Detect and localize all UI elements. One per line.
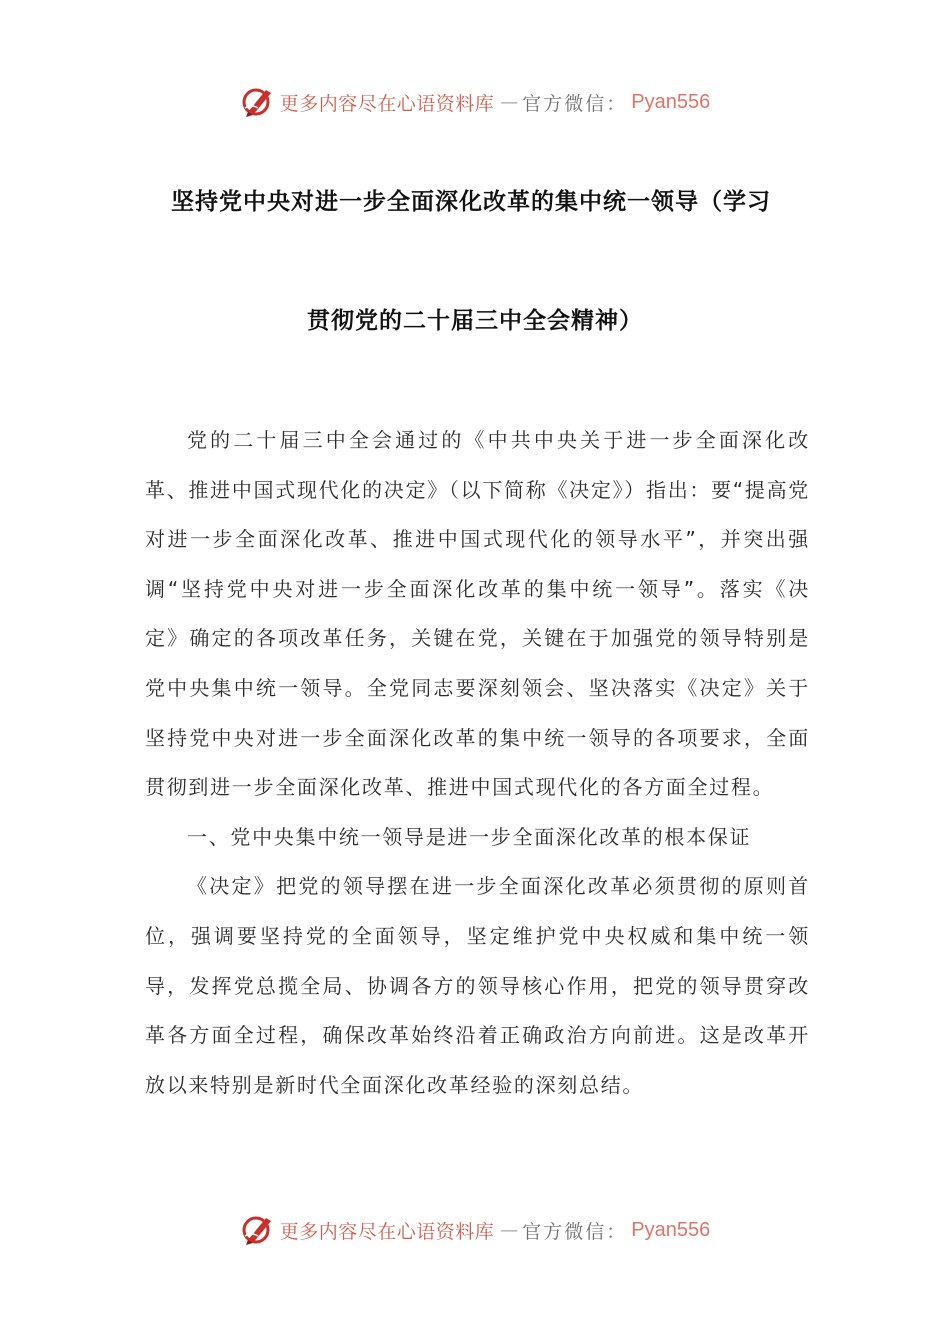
watermark-wechat-label: 官方微信： xyxy=(522,1220,628,1243)
pen-logo-icon xyxy=(240,1212,276,1248)
body-paragraph-2: 《决定》把党的领导摆在进一步全面深化改革必须贯彻的原则首位，强调要坚持党的全面领导，坚定维护党中央权威和集中统一领导，发挥党总揽全局、协调各方的领导核心作用，把党的领导贯穿改革各方面全过程，确保改革始终沿着正确政治方向前进。这是改革开放以来特别是新时代全面深化改革经验的深刻总结。 xyxy=(145,874,810,1097)
watermark-brand-text: 更多内容尽在心语资料库 xyxy=(279,1220,495,1243)
watermark-separator: — xyxy=(500,91,519,113)
document-title-line-2: 贯彻党的二十届三中全会精神） xyxy=(307,308,643,334)
watermark-wechat-id: Pyan556 xyxy=(631,90,711,113)
watermark-wechat-label: 官方微信： xyxy=(522,92,628,115)
watermark-footer xyxy=(0,1210,950,1250)
body-paragraph-1: 党的二十届三中全会通过的《中共中央关于进一步全面深化改革、推进中国式现代化的决定》（以下简称《决定》）指出：要“提高党对进一步全面深化改革、推进中国式现代化的领导水平”，并突出强调“坚持党中央对进一步全面深化改革的集中统一领导”。落实《决定》确定的各项改革任务，关键在党，关键在于加强党的领导特别是党中央集中统一领导。全党同志要深刻领会、坚决落实《决定》关于坚持党中央对进一步全面深化改革的集中统一领导的各项要求，全面贯彻到进一步全面深化改革、推进中国式现代化的各方面全过程。 xyxy=(145,428,810,800)
watermark-header xyxy=(0,82,950,122)
pen-logo-icon xyxy=(240,84,276,120)
document-title-line-1: 坚持党中央对进一步全面深化改革的集中统一领导（学习 xyxy=(171,189,771,215)
watermark-brand-text: 更多内容尽在心语资料库 xyxy=(279,92,495,115)
section-heading-1: 一、党中央集中统一领导是进一步全面深化改革的根本保证 xyxy=(187,824,752,849)
watermark-wechat-id: Pyan556 xyxy=(631,1218,711,1241)
watermark-separator: — xyxy=(500,1219,519,1241)
document-body xyxy=(145,416,810,1110)
